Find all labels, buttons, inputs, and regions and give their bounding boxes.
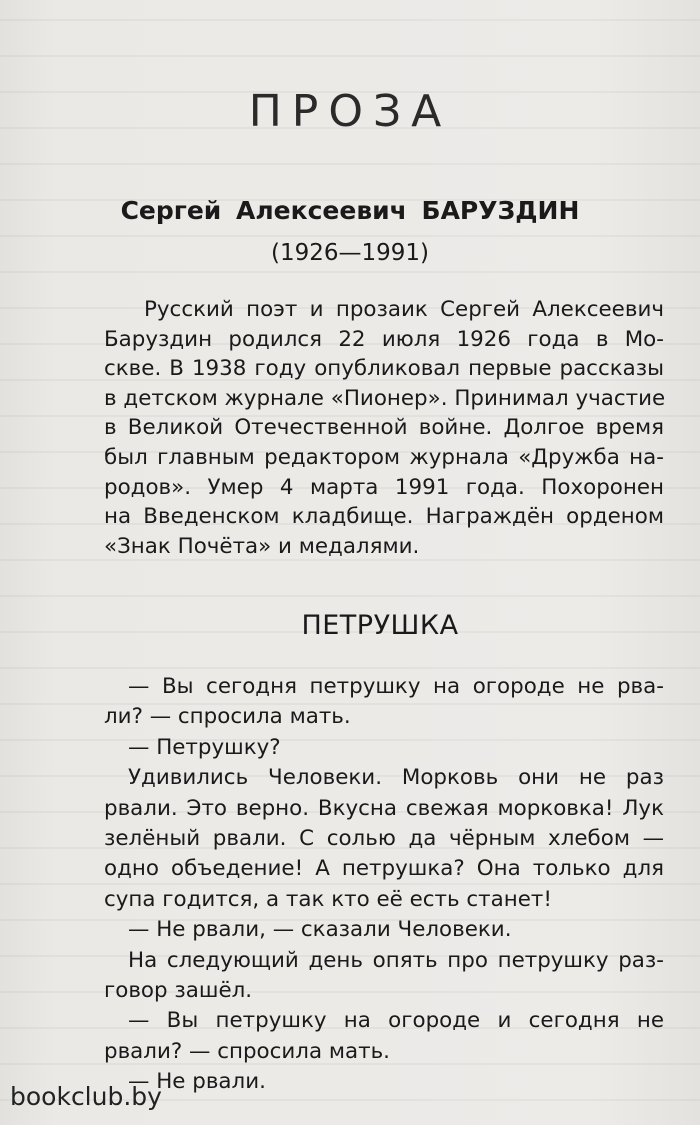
bio-line: на Введенском кладбище. Награждён орденом: [104, 504, 664, 530]
story-line: — Не рвали, — сказали Человеки.: [128, 917, 512, 943]
bio-line: был главным редактором журнала «Дружба на-: [104, 444, 664, 470]
story-line: — Петрушку?: [128, 734, 281, 760]
site-watermark: bookclub.by: [10, 1082, 162, 1111]
author-biography: [104, 295, 664, 561]
author-years: (1926—1991): [270, 240, 429, 266]
story-line: рвали? — спросила мать.: [104, 1038, 390, 1064]
bio-line: Баруздин родился 22 июля 1926 года в Мо-: [104, 326, 664, 352]
section-title: ПРОЗА: [248, 86, 452, 137]
story-line: супа годится, а так кто её есть станет!: [104, 886, 552, 912]
story-text: [104, 672, 664, 1098]
story-line: — Не рвали.: [128, 1069, 266, 1095]
bio-line: Русский поэт и прозаик Сергей Алексеевич: [144, 297, 664, 322]
story-title: ПЕТРУШКА: [301, 610, 459, 641]
story-line: говор зашёл.: [104, 978, 253, 1004]
bio-line: в Великой Отечественной войне. Долгое время: [104, 415, 664, 441]
story-line: ли? — спросила мать.: [104, 704, 351, 730]
bio-line: «Знак Почёта» и медалями.: [104, 533, 420, 559]
story-line: зелёный рвали. С солью да чёрным хлебом —: [104, 826, 664, 852]
author-name: Сергей Алексеевич БАРУЗДИН: [120, 196, 580, 225]
story-line: рвали. Это верно. Вкусна свежая морковка! Лук: [104, 795, 664, 821]
story-line: — Вы сегодня петрушку на огороде не рва-: [128, 674, 664, 699]
story-line: — Вы петрушку на огороде и сегодня не: [128, 1008, 664, 1034]
story-line: На следующий день опять про петрушку раз-: [128, 947, 664, 973]
story-line: Удивились Человеки. Морковь они не раз: [128, 765, 664, 791]
bio-line: в детском журнале «Пионер». Принимал участие: [104, 385, 666, 411]
bio-line: скве. В 1938 году опубликовал первые рассказы: [104, 356, 664, 382]
story-line: одно объедение! А петрушка? Она только для: [104, 856, 664, 882]
bio-line: родов». Умер 4 марта 1991 года. Похоронен: [104, 474, 664, 500]
